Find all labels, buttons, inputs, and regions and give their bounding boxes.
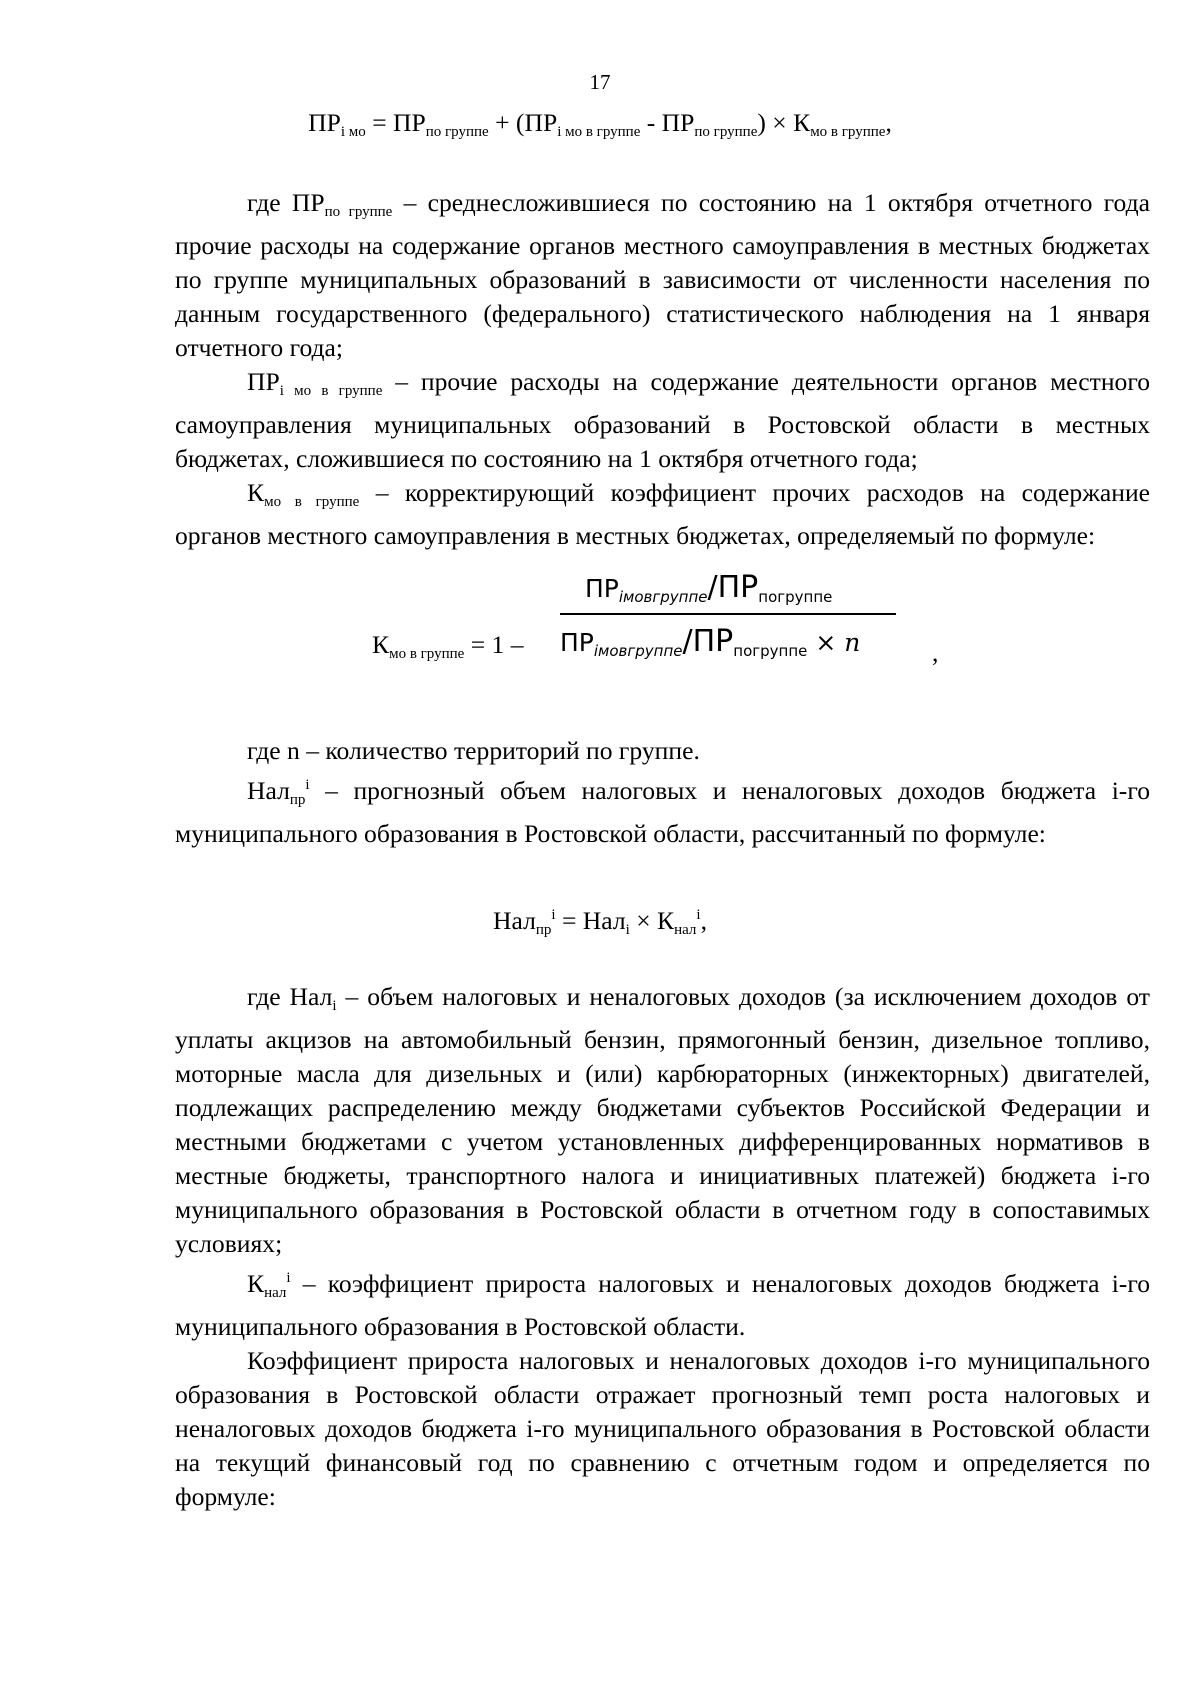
text-block-3 — [175, 980, 1150, 1514]
paragraph-k-nal: $К_{нал}^i$ – коэффициент прироста налоговых и неналоговых доходов бюджета i-го муниципального образования в Ростовской области. — [175, 1269, 1150, 1341]
text-block-1 — [175, 186, 1150, 553]
formula-k-mo-v-gruppe — [0, 560, 1200, 690]
formula-comma: , — [932, 638, 939, 667]
paragraph-nal-i: где Нал$_i$ – объем налоговых и неналоговых доходов (за исключением доходов от уплаты акцизов на автомобильный бензин, прямогонный бензин, дизельное топливо, моторные масла для дизельных и (или) карбюраторных (инжекторных) двигателей, подлежащих распределению между бюджетами субъектов Российской Федерации и местными бюджетами с учетом установленных дифференцированных нормативов в местные бюджеты, транспортного налога и инициативных платежей) бюджета i-го муниципального образования в Ростовской области в отчетном году в сопоставимых условиях; — [175, 982, 1150, 1258]
paragraph-n: где n – количество территорий по группе. — [247, 736, 700, 765]
fraction-numerator: $ПР_{iмовгруппе}/ПР_{погруппе}$ — [585, 570, 833, 606]
formula-pr-i-mo: $ПР_{i мо} = ПР_{по группе} + (ПР_{i мо в группе} - ПР_{по группе}) \times К_{мо в группе}$, — [308, 108, 892, 140]
fraction-bar — [560, 613, 896, 615]
fraction-denominator: $ПР_{iмовгруппе}/ПР_{погруппе} \times n$ — [560, 624, 861, 660]
paragraph-nal-pr: Нал$_{пр}^i$ – прогнозный объем налоговых и неналоговых доходов бюджета i-го муниципального образования в Ростовской области, рассчитанный по формуле: — [175, 776, 1150, 848]
formula-lhs: $К_{мо в группе} = 1$ – — [372, 630, 524, 662]
paragraph-k-mo-v-gruppe: $К_{мо в группе}$ – корректирующий коэффициент прочих расходов на содержание органов местного самоуправления в местных бюджетах, определяемый по формуле: — [175, 478, 1150, 550]
paragraph-koefficient: Коэффициент прироста налоговых и неналоговых доходов i-го муниципального образования в Ростовской области отражает прогнозный темп роста налоговых и неналоговых доходов бюджета i-го муниципального образования в Ростовской области на текущий финансовый год по сравнению с отчетным годом и определяется по формуле: — [175, 1346, 1150, 1511]
page-number: 17 — [589, 70, 611, 94]
formula-nal-pr: $Нал_{пр}^i = Нал_i \times К_{нал}^i$, — [493, 906, 707, 938]
paragraph-pr-po-gruppe: где $ПР_{по группе}$ – среднесложившиеся по состоянию на 1 октября отчетного года прочие расходы на содержание органов местного самоуправления в местных бюджетах по группе муниципальных образований в зависимости от численности населения по данным государственного (федерального) статистического наблюдения на 1 января отчетного года; — [175, 188, 1150, 362]
paragraph-pr-i-mo-v-gruppe: $ПР_{i мо в группе}$ – прочие расходы на содержание деятельности органов местного самоуправления муниципальных образований в Ростовской области в местных бюджетах, сложившиеся по состоянию на 1 октября отчетного года; — [175, 367, 1150, 473]
text-block-2 — [175, 734, 1150, 851]
